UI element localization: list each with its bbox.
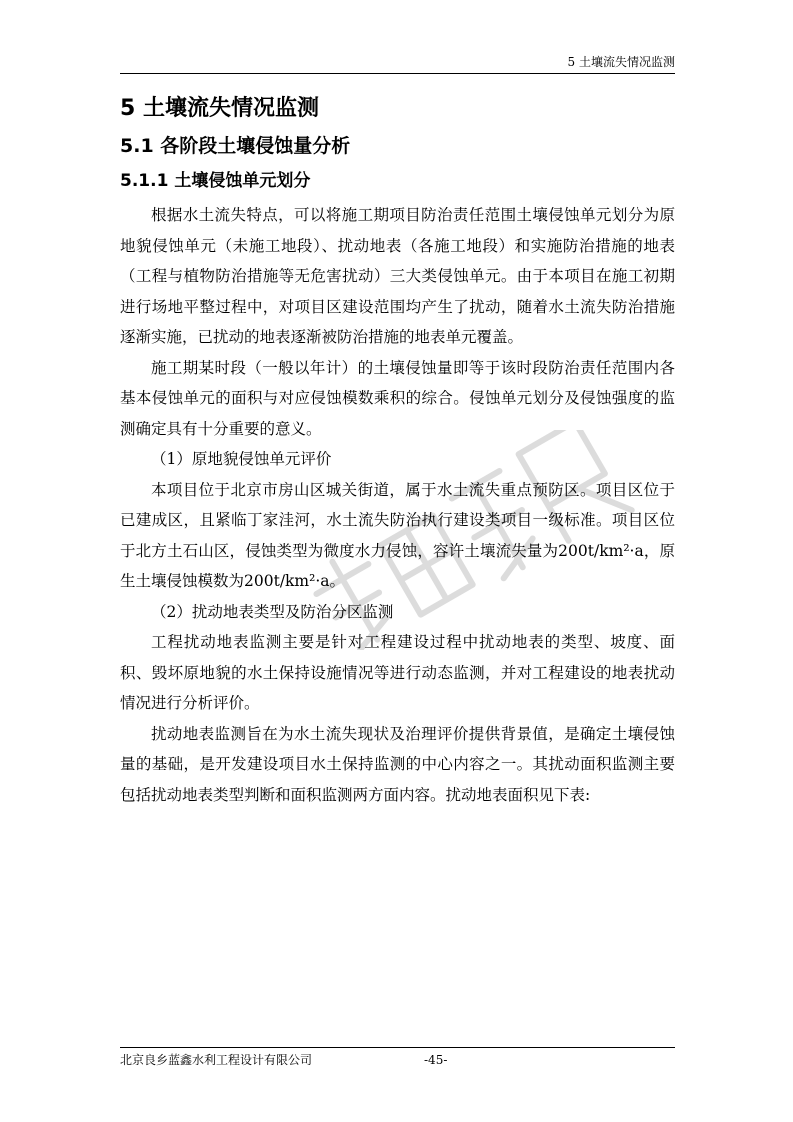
- running-header: 5 土壤流失情况监测: [567, 55, 675, 69]
- section-title: 5.1 各阶段土壤侵蚀量分析: [120, 135, 351, 157]
- item-original-landform: （1）原地貌侵蚀单元评价: [151, 450, 332, 468]
- paragraph-disturbance-monitoring: 工程扰动地表监测主要是针对工程建设过程中扰动地表的类型、坡度、面积、毁坏原地貌的水土保持设施情况等进行动态监测，并对工程建设的地表扰动情况进行分析评价。: [120, 633, 675, 712]
- paragraph-erosion-units: 根据水土流失特点，可以将施工期项目防治责任范围土壤侵蚀单元划分为原地貌侵蚀单元（未施工地段）、扰动地表（各施工地段）和实施防治措施的地表（工程与植物防治措施等无危害扰动）三大类侵蚀单元。由于本项目在施工初期进行场地平整过程中，对项目区建设范围均产生了扰动，随着水土流失防治措施逐渐实施，已扰动的地表逐渐被防治措施的地表单元覆盖。: [120, 206, 675, 346]
- chapter-title: 5 土壤流失情况监测: [120, 96, 319, 121]
- subsection-title: 5.1.1 土壤侵蚀单元划分: [120, 171, 311, 191]
- footer-company: 北京良乡蓝鑫水利工程设计有限公司: [120, 1053, 313, 1067]
- paragraph-project-location: 本项目位于北京市房山区城关街道，属于水土流失重点预防区。项目区位于已建成区，且紧临丁家洼河，水土流失防治执行建设类项目一级标准。项目区位于北方土石山区，侵蚀类型为微度水力侵蚀，容许土壤流失量为200t/km²·a，原生土壤侵蚀模数为200t/km²·a。: [120, 480, 675, 590]
- paragraph-monitoring-purpose: 扰动地表监测旨在为水土流失现状及治理评价提供背景值，是确定土壤侵蚀量的基础，是开发建设项目水土保持监测的中心内容之一。其扰动面积监测主要包括扰动地表类型判断和面积监测两方面内容。扰动地表面积见下表:: [120, 724, 675, 804]
- page-number: -45-: [424, 1053, 448, 1067]
- item-disturbed-surface: （2）扰动地表类型及防治分区监测: [151, 602, 394, 621]
- footer-divider: [120, 1047, 675, 1048]
- header-divider: [120, 73, 675, 74]
- paragraph-erosion-amount: 施工期某时段（一般以年计）的土壤侵蚀量即等于该时段防治责任范围内各基本侵蚀单元的面积与对应侵蚀模数乘积的综合。侵蚀单元划分及侵蚀强度的监测确定具有十分重要的意义。: [120, 358, 675, 438]
- page-content: [120, 92, 675, 810]
